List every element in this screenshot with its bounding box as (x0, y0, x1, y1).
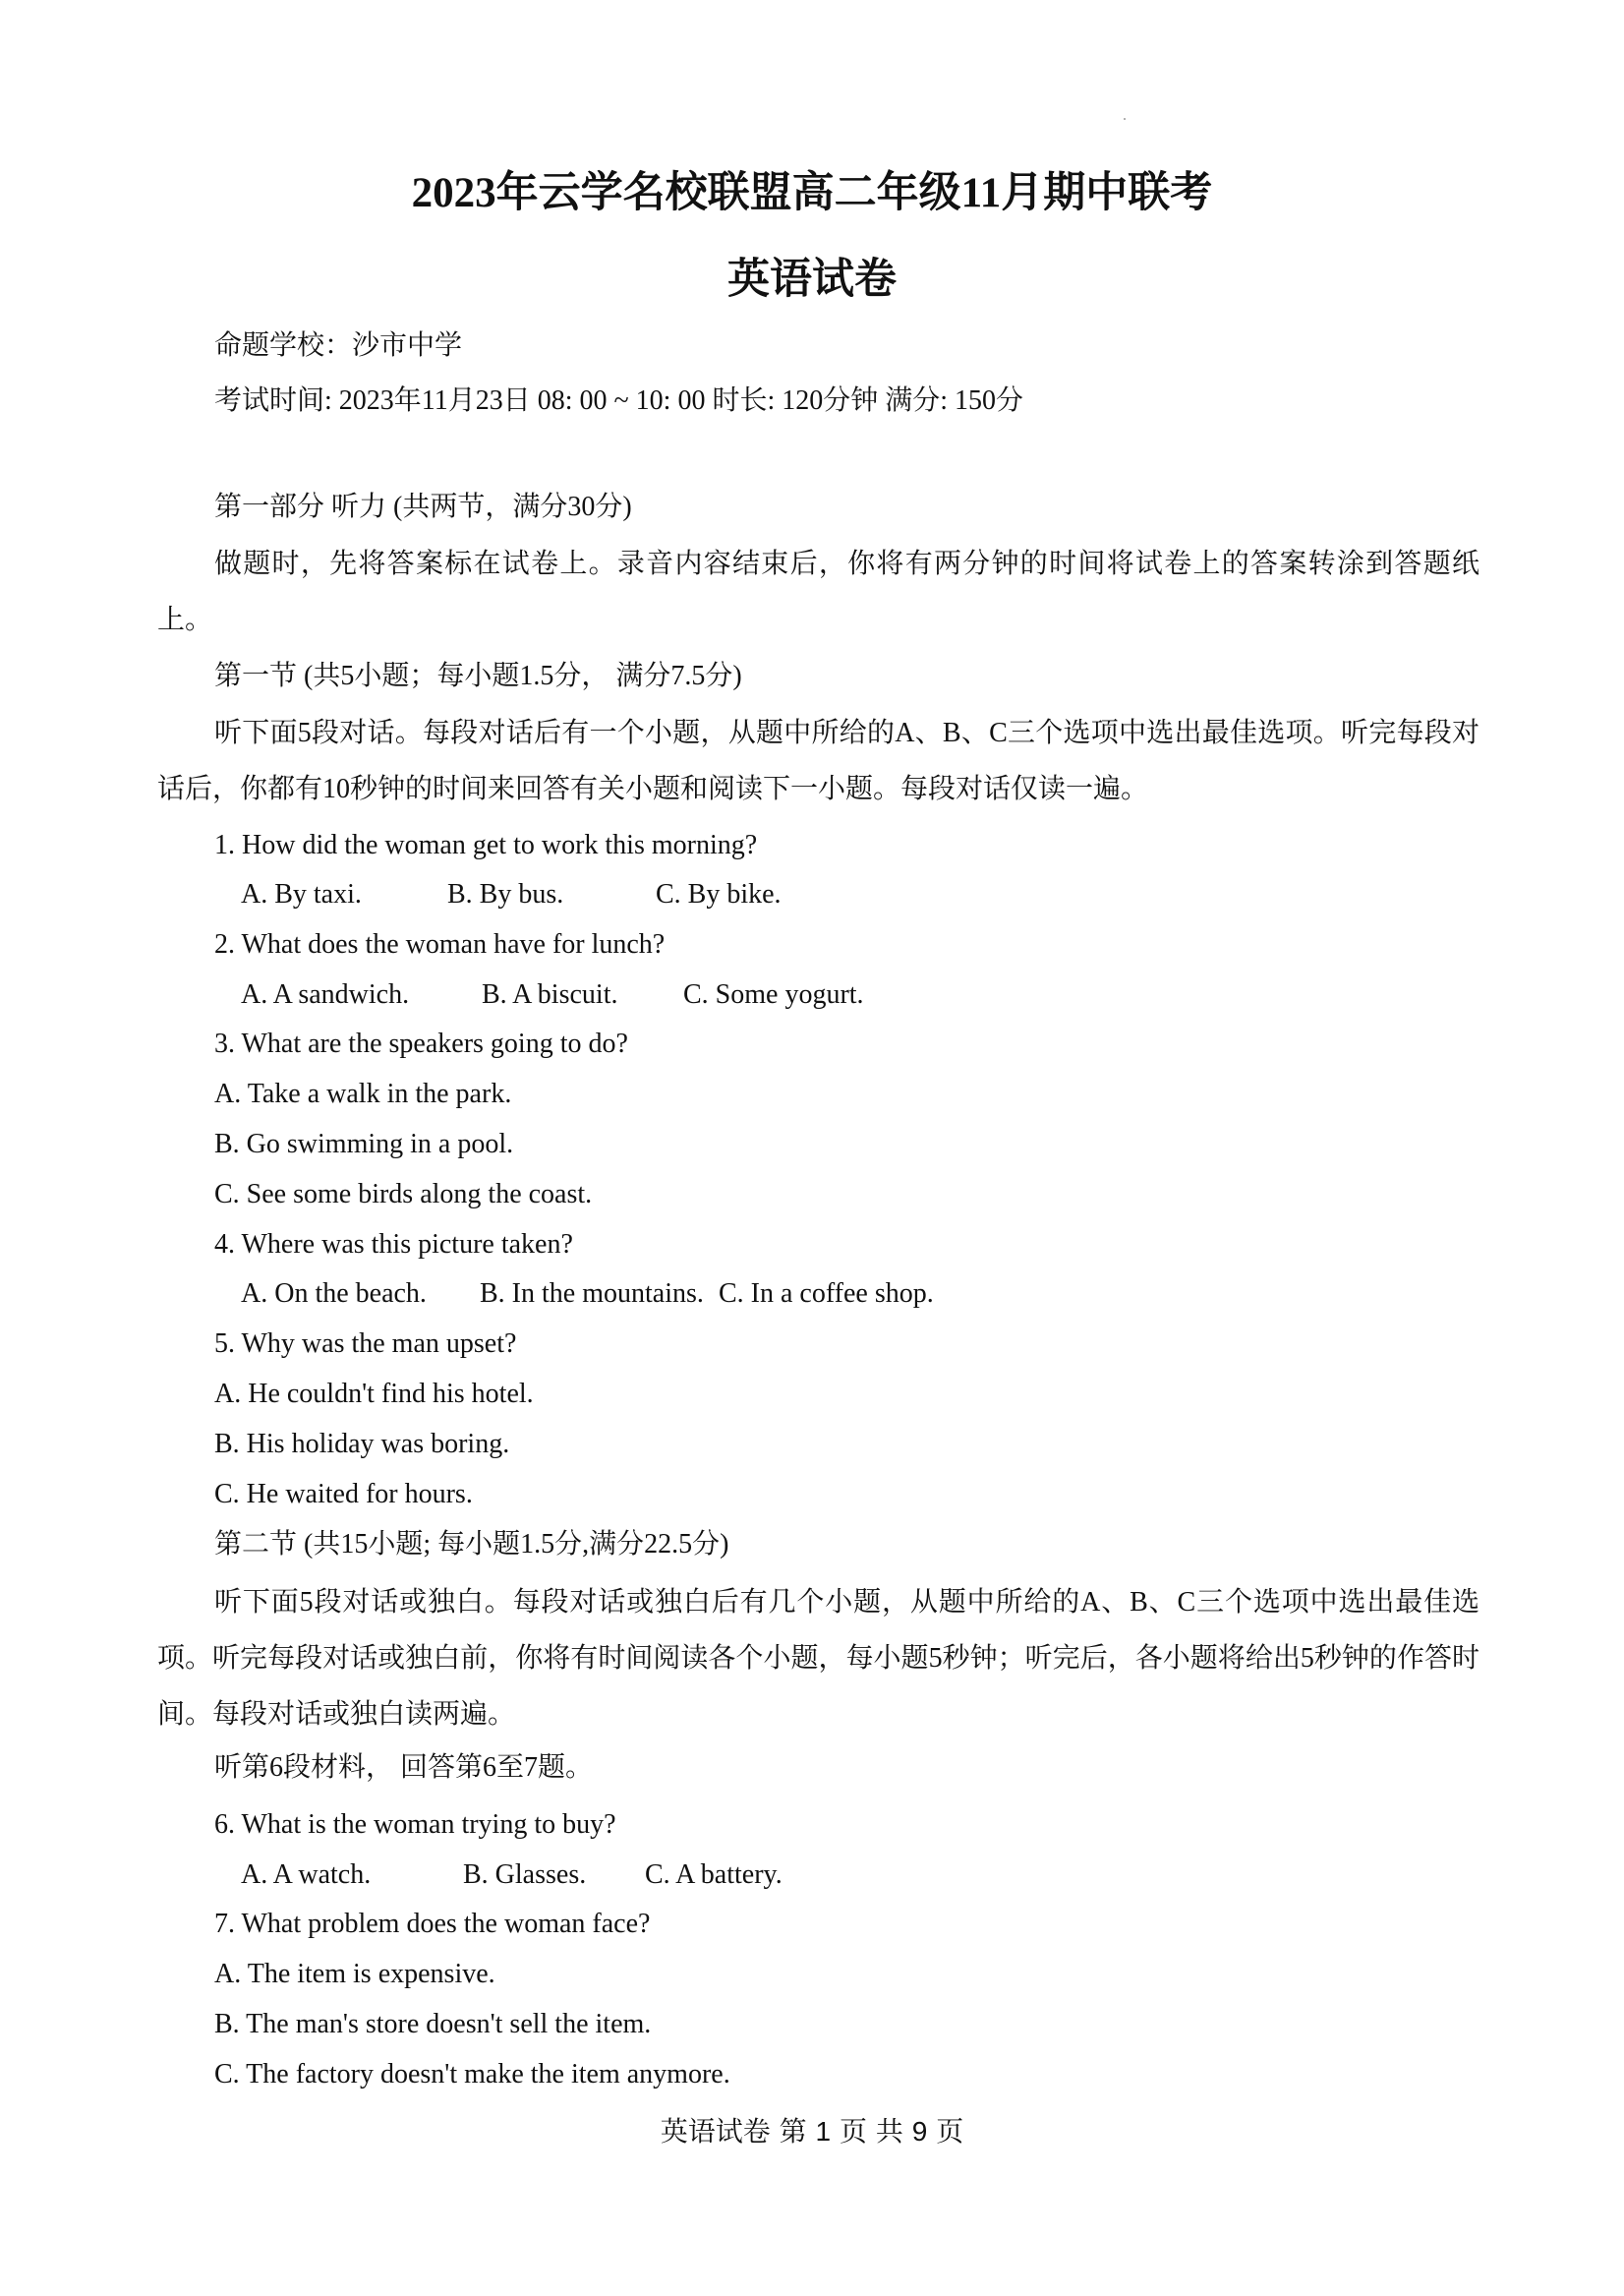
part1-instruction: 做题时，先将答案标在试卷上。录音内容结束后，你将有两分钟的时间将试卷上的答案转涂到答题纸上。 (157, 549, 1479, 635)
footer-prefix: 英语试卷 第 (660, 2115, 807, 2148)
question-5-option-a: A. He couldn't find his hotel. (214, 1379, 534, 1409)
page-footer (0, 2110, 1624, 2149)
question-4-options (241, 1276, 934, 1312)
question-3-option-a: A. Take a walk in the park. (214, 1079, 512, 1109)
question-1-options (241, 877, 782, 913)
question-3: 3. What are the speakers going to do? (214, 1029, 628, 1059)
option-b: B. In the mountains. (480, 1278, 704, 1309)
question-6-options (241, 1857, 783, 1893)
question-7-option-a: A. The item is expensive. (214, 1959, 495, 1989)
section1-heading: 第一节 (共5小题；每小题1.5分， 满分7.5分) (214, 661, 742, 691)
part1-heading: 第一部分 听力 (共两节，满分30分) (214, 492, 632, 522)
question-2-options (241, 977, 864, 1013)
question-1: 1. How did the woman get to work this morning? (214, 830, 758, 860)
option-c: C. By bike. (656, 879, 782, 910)
exam-title: 2023年云学名校联盟高二年级11月期中联考 (411, 170, 1213, 216)
option-b: B. Glasses. (463, 1859, 587, 1890)
option-a: A. A watch. (241, 1859, 372, 1890)
option-b: B. By bus. (447, 879, 564, 910)
section2-heading: 第二节 (共15小题; 每小题1.5分,满分22.5分) (214, 1529, 729, 1560)
question-3-option-b: B. Go swimming in a pool. (214, 1129, 514, 1159)
option-c: C. In a coffee shop. (719, 1278, 934, 1309)
question-7-option-b: B. The man's store doesn't sell the item. (214, 2009, 652, 2039)
option-c: C. Some yogurt. (683, 979, 864, 1010)
option-c: C. A battery. (645, 1859, 783, 1890)
question-7: 7. What problem does the woman face? (214, 1909, 651, 1939)
footer-middle: 页 共 (839, 2115, 903, 2148)
question-2: 2. What does the woman have for lunch? (214, 929, 666, 960)
question-3-option-c: C. See some birds along the coast. (214, 1179, 593, 1209)
school-line: 命题学校：沙市中学 (214, 330, 463, 361)
scan-speck (1124, 118, 1126, 120)
exam-info-line: 考试时间: 2023年11月23日 08: 00 ~ 10: 00 时长: 120分钟 满分: 150分 (214, 385, 1024, 416)
section1-instruction: 听下面5段对话。每段对话后有一个小题，从题中所给的A、B、C三个选项中选出最佳选项。听完每段对话后，你都有10秒钟的时间来回答有关小题和阅读下一小题。每段对话仅读一遍。 (157, 718, 1479, 804)
question-5-option-b: B. His holiday was boring. (214, 1429, 510, 1459)
section2-instruction: 听下面5段对话或独白。每段对话或独白后有几个小题，从题中所给的A、B、C三个选项中选出最佳选项。听完每段对话或独白前，你将有时间阅读各个小题，每小题5秒钟；听完后，各小题将给出5秒钟的作答时间。每段对话或独白读两遍。 (157, 1587, 1479, 1730)
question-5: 5. Why was the man upset? (214, 1328, 517, 1359)
question-4: 4. Where was this picture taken? (214, 1229, 573, 1260)
question-7-option-c: C. The factory doesn't make the item anymore. (214, 2059, 730, 2090)
option-a: A. A sandwich. (241, 979, 410, 1010)
footer-suffix: 页 (936, 2115, 964, 2148)
footer-page-number: 1 (815, 2116, 832, 2147)
question-6: 6. What is the woman trying to buy? (214, 1809, 616, 1840)
question-5-option-c: C. He waited for hours. (214, 1479, 473, 1509)
material-6-instruction: 听第6段材料， 回答第6至7题。 (214, 1752, 594, 1783)
option-a: A. On the beach. (241, 1278, 427, 1309)
exam-subtitle: 英语试卷 (727, 257, 897, 303)
option-b: B. A biscuit. (482, 979, 618, 1010)
footer-total-pages: 9 (911, 2116, 928, 2147)
option-a: A. By taxi. (241, 879, 362, 910)
